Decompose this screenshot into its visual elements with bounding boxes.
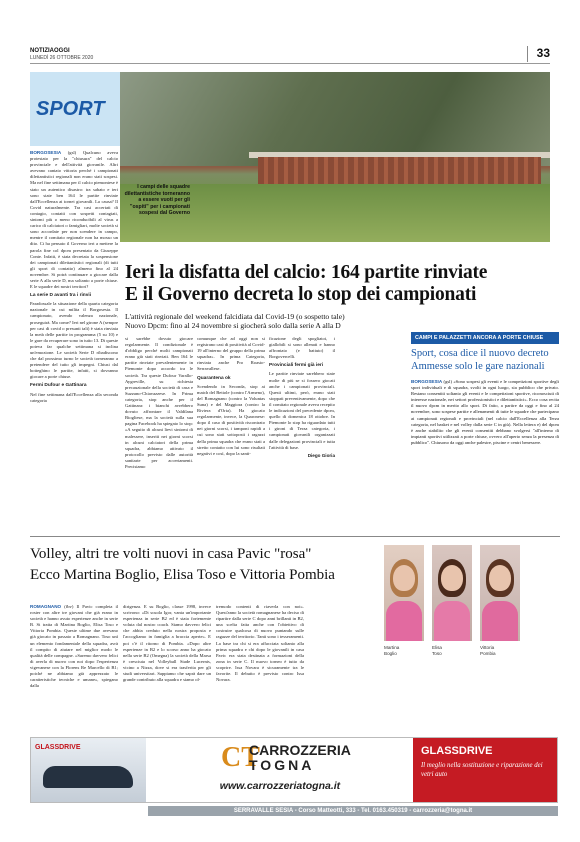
jersey-shape — [386, 601, 422, 641]
article-col3-text-2: Scendendo in Seconda, stop ai match del Bettole (contro l'Armeno), del Romagnano (contro la Voluntas Suna) e del Maggiora (contro la Riviera d'Orta). Ha giocato regolarmente, invece, la Quaronese: dopo il caso di positività riscontrato nei giorni scorsi, i tamponi rapidi a cui sono stati sottoposti i ragazzi della prima squadra che erano stati a stretto contatto con lui sono risultati negativi e così, dopo la santi- — [197, 383, 265, 456]
author-signature: Diego Gioria — [307, 452, 335, 458]
volley-column-2 — [123, 604, 211, 685]
jersey-shape — [434, 601, 470, 641]
advertisement[interactable] — [30, 737, 558, 803]
article-col1-p3: Nel fine settimana dall'Eccellenza alla seconda categoria — [30, 391, 118, 403]
subheading: Fermi Dufour e Gattinara — [30, 383, 87, 389]
volley-headline-2: Ecco Martina Boglio, Elisa Toso e Vittoria Pombia — [30, 567, 335, 583]
ad-slogan: Il meglio nella sostituzione e riparazione dei vetri auto — [421, 762, 543, 778]
ad-footer-address: SERRAVALLE SESIA - Corso Matteotti, 333 - Tel. 0163.450319 - carrozzeria@togna.it — [148, 806, 558, 816]
car-shape — [43, 766, 133, 788]
carrozzeria-logo: CT — [221, 742, 260, 773]
dateline-tag: (gsl) — [67, 150, 77, 155]
ad-glassdrive-panel — [413, 738, 558, 803]
subheadline — [125, 312, 425, 331]
player-name-toso: Elisa Toso — [432, 645, 442, 656]
ad-car-image — [31, 738, 146, 803]
newspaper-name: NOTIZIAOGGI — [30, 48, 70, 54]
article-col2-text: si sarebbe dovuto giocare regolarmente. Il condizionale è d'obbligo perché molti campionati erano già stati rinviati. Ben 164 le partite rinviate prevalentemente in Piemonte dopo accordo tra le società. Tra queste Dufour Varallo-Aygreville, su richiesta precauzionale della società di casa e Suzzano-Chiavazzese. In Prima categoria, stop anche per il Gattinara: i bianchi avrebbero dovuto affrontare il Valdilana Biogliese, ma la società sulla sua pagina Facebook ha spiegato lo stop: «A seguito di alcuni lievi sintomi di malessere, inseriti nei giorni scorsi in alcuni calciatori della prima squadra, abbiamo attivato il protocollo previsto dalle autorità sanitarie per accertamenti. Precisiamo — [125, 336, 193, 469]
player-name-pombia: Vittoria Pombia — [480, 645, 496, 656]
article-col1-p1: Qualcuno aveva protestato per la "chiusura" del calcio provinciale e dell'attività giovanile. Altri avevano cantato vittoria perché i campionati dilettantistici regionali non erano stati sospesi. Ma nel fine settimana per il calcio piemontese è stato un autentico disastro: tra sabato e ieri sono state ben 164 le partite rinviate dall'Eccellenza ai tornei giovanili. La causa? Il Covid naturalmente. Tra casi accertati di contagio, contatti con sospetti contagiati, sintomi più o meno riconducibili al virus a carico di calciatori o famigliari, molte società si sono accordate per non scendere in campo, mentre il comitato regionale non ha mosso un dito. Ci ha pensato il Governo ieri a mettere la parola fine col dpcm presentato da Giuseppe Conte. Infatti, è stata decretata la sospensione dei campionati dilettantistici regionali (di tutti gli sport di contatto) almeno fino al 24 novembre. Si potrà continuare a giocare dalla serie A alla serie D, ma soltanto a porte chiuse. E le squadre dei nostri territori? — [30, 150, 119, 290]
issue-date: LUNEDÌ 26 OTTOBRE 2020 — [30, 55, 94, 61]
ad-company-name-1: CARROZZERIA — [249, 742, 351, 758]
page-header — [30, 46, 550, 64]
article-column-1 — [30, 150, 118, 406]
section-label: SPORT — [36, 98, 105, 120]
player-photo-boglio — [384, 545, 424, 641]
sidebar-box — [411, 332, 559, 446]
dateline: BORGOSESIA — [30, 150, 62, 155]
article-col1-p2: Paradossale la situazione della quarta categoria nazionale in cui milita il Borgosesia. Il campionato, avendo valenza nazionale, proseguirà. Ma come? Ieri nel girone A (sempre per casi di covid o presunti tali) è stata rinviata la metà delle partite in programma (5 su 10) e le gare da recuperare sono in tutto 13. Di queste poteva far qualche settimana si inclina un'emozione. Le società Serie D ribadiscono che dal prossimo turno le società torneranno a pretendere del tutto gli impegni. Chiusi dal botteghino le partite, infatti, si dovranno giocare a porte chiuse. — [30, 301, 119, 380]
volley-dateline-tag: (fbv) — [64, 604, 74, 609]
photo-grandstand — [258, 157, 542, 184]
volley-column-3 — [216, 604, 304, 685]
section-divider — [30, 536, 560, 537]
headline-line-2: E il Governo decreta lo stop dei campionati — [125, 284, 477, 305]
subheading: Quarantena ok — [197, 375, 231, 381]
article-column-3 — [197, 336, 265, 459]
page-number: 33 — [536, 46, 550, 60]
ad-right-brand: GLASSDRIVE — [421, 745, 493, 757]
sidebar-title: Sport, cosa dice il nuovo decreto Ammesse solo le gare nazionali — [411, 348, 549, 372]
article-col4-text-2: Le partite rinviate sarebbero state molte di più se si fossero giocati anche i campionati provinciali. Questi ultimi, però, erano stati stoppati preventivamente, dopo che il comitato regionale aveva recepito le indicazioni del precedente dpcm, quello di domenica 18 ottobre. In Piemonte lo stop ha riguardato tutti i gironi di Terza categoria, i campionati giovanili organizzati dalle delegazioni provinciali e tutta l'attività di base. — [269, 371, 335, 450]
subhead-line-1: L'attività regionale del weekend falcidiata dal Covid-19 (o sospetto tale) — [125, 312, 345, 321]
subheading: Provinciali fermi già ieri — [269, 363, 324, 369]
volley-dateline: ROMAGNANO — [30, 604, 62, 609]
section-label-block — [30, 72, 120, 146]
article-col4-text: ficazione degli spogliatoi, i giallobili si sono allenati e hanno affrontato (e battuto) il Borgovercelli. — [269, 336, 335, 360]
volley-col1-text: Il Pavic completa il roster con altre tre giovani che già erano in società e hanno avuto esperienze anche in serie B. Si tratta di Martina Boglio, Elisa Toso e Vittoria Pombia. Queste ultime due avevano già giocato in passato a Romagnano. Toso unì un elemento fondamentale della squadra, avrà il compito di aiutare nel miglior modo le qualità delle compagne. «Saremo davvero felici di averla di nuovo con noi dopo l'esperienza vigevanese con la Florens Re Marcello di B1; poiché ne abbiamo già apprezzato le caratteristiche tecniche e umane», spiegano dalla — [30, 604, 118, 689]
header-divider — [527, 46, 528, 62]
ad-left-brand: GLASSDRIVE — [35, 744, 81, 751]
player-photo-toso — [432, 545, 472, 641]
sidebar-kicker: CAMPI E PALAZZETTI ANCORA A PORTE CHIUSE — [411, 332, 559, 344]
article-col3-text: comunque che ad oggi non si registrano casi di positività al Covid-19 all'interno del gruppo della prima squadra». In prima Categoria, rinviata anche Pro Roasio-Serravallese. — [197, 336, 266, 372]
player-photo-pombia — [480, 545, 520, 641]
headline-line-1: Ieri la disfatta del calcio: 164 partite rinviate — [125, 262, 488, 283]
ad-company-name-2: TOGNA — [249, 757, 315, 773]
sidebar-body: «Sono sospesi gli eventi e le competizioni sportive degli sport individuali e di squadra, svolti in ogni luogo, sia pubblico che privato. Restano consentiti soltanto gli eventi e le competizioni sportive, riconosciuti di interesse nazionale, nei settori professionistici e dilettantistici». Ecco cosa recita il nuovo dpcm in merito allo sport. Di fatto, a partire da oggi e fino al 24 novembre, sono sospese partite e allenamenti di tutte le squadre che partecipano ai campionati regionali e provinciali (nel calcio dall'Eccellenza alla Terza categoria, nel basket e nel volley dalla serie C in giù). Nella lettera e) del dpcm è anche stabilito che gli eventi consentiti debbano svolgersi "all'interno di impianti sportivi utilizzati a porte chiuse, ovvero all'aperto senza la presenza di pubblico". Chiusono da oggi anche palestre, piscine e centri benessere. — [411, 379, 559, 445]
photo-caption: I campi delle squadre dilettantistiche torneranno a essere vuoti per gli "ospiti" per i campionati sospesi dal Governo — [124, 184, 190, 217]
volley-col2-text: dirigenza. E su Boglio, classe 1998, invece scrivono: «Di scuola Igor, vanta un'importante esperienza in serie B2 ed è stata fortemente voluta dal nostro coach. Siamo davvero felici che abbia creduto nella nostra proposta e l'accogliamo in famiglia a braccia aperte». E poi c'è il ritorno di Pombia. «Dopo altre esperienze in B2 e lo scorso anno ha giocato nella serie B2 (Omegna) la società della Marsa è cresciuta nel Volleyball Stade Lucernis, vicino a Nizza, dove si era trasferita per gli studi universitari. Sappiamo che saprà dare un grande contributo alla squadra e siamo ol- — [123, 604, 211, 683]
sidebar-text — [411, 379, 559, 446]
face-shape — [441, 565, 463, 591]
player-name-boglio: Martina Boglio — [384, 645, 400, 656]
main-headline — [125, 262, 555, 306]
ad-main — [149, 738, 411, 803]
ad-website-link[interactable]: www.carrozzeriatogna.it — [219, 780, 341, 792]
article-column-4 — [269, 336, 335, 461]
article-column-2 — [125, 336, 193, 472]
volley-column-1 — [30, 604, 118, 691]
sidebar-dateline: BORGOSESIA — [411, 379, 443, 384]
subhead-line-2: Nuovo Dpcm: fino al 24 novembre si giocherà solo dalla serie A alla D — [125, 321, 341, 331]
volley-col3-text: tremodo contenti di riaverla con noi». Quest'anno la società romagnanese ha deciso di ripartire dalla serie C dopo anni brillanti in B2, una scelta fatta anche con l'obiettivo di costruire qualcosa di nuovo puntando sulle ragazze del territorio. Tanti sono i tesseramenti. La base tra chi si era affacciata soltanto alla prima squadra e chi dopo le giovanili in casa Pavic era stata destinata a formazioni della zona in serie C. Il nuovo torneo è tutto da scoprire. Issa Novara è sicuramente tra le favorite. Il debutto è previsto contro Issa Novara. — [216, 604, 304, 683]
jersey-shape — [482, 601, 518, 641]
face-shape — [393, 565, 415, 591]
face-shape — [489, 565, 511, 591]
sidebar-dateline-tag: (gsl) — [443, 379, 452, 384]
volley-headline-1: Volley, altri tre volti nuovi in casa Pavic "rosa" — [30, 546, 312, 562]
subheading: La serie D avanti tra i rinvii — [30, 293, 92, 299]
